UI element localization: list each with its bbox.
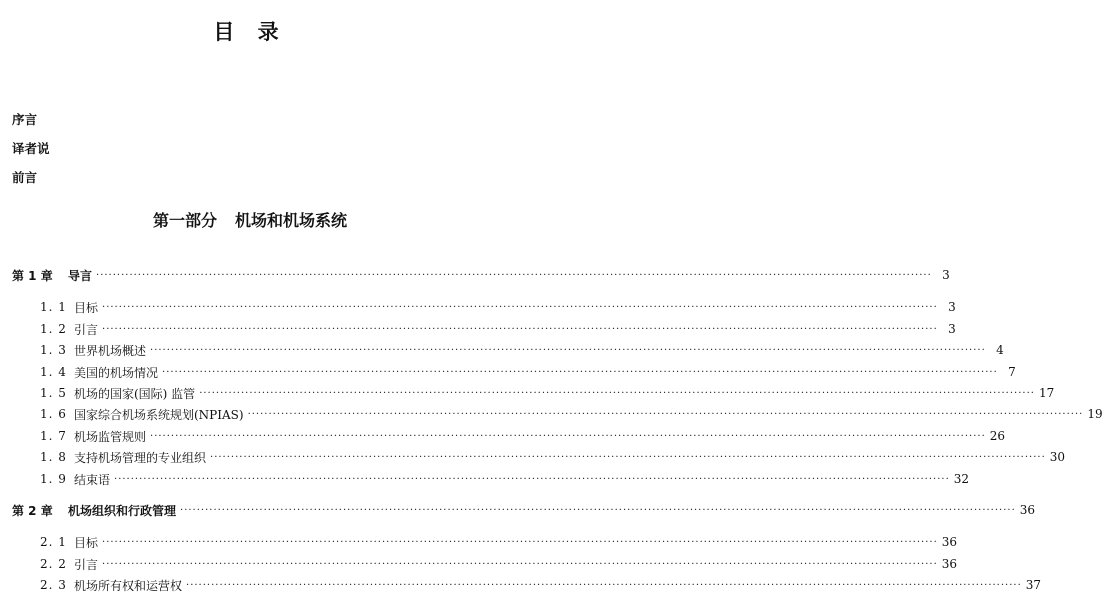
part-label: 第一部分: [152, 211, 217, 230]
page-number: 19: [1087, 407, 1103, 421]
section-number: 1. 3: [40, 343, 67, 357]
dot-leader: ········································································································································································································: [247, 408, 1084, 420]
toc-section: [0, 298, 956, 316]
dot-leader: ········································································································································································································: [102, 558, 938, 570]
page-number: 30: [1049, 450, 1066, 464]
section-number: 1. 5: [40, 386, 67, 400]
dot-leader: ········································································································································································································: [210, 451, 1046, 463]
toc-section: [0, 427, 1006, 445]
section-title: 机场监管规则: [74, 429, 147, 444]
section-number: 1. 8: [40, 450, 67, 464]
section-number: 2. 1: [40, 535, 67, 549]
page-number: 3: [948, 322, 956, 336]
chapter-number: 第 2 章: [12, 503, 53, 518]
toc-section: [0, 341, 1004, 359]
page-number: 26: [989, 429, 1006, 443]
dot-leader: ········································································································································································································: [162, 366, 998, 378]
toc-section: [0, 470, 970, 488]
dot-leader: ········································································································································································································: [96, 269, 932, 281]
page-number: 7: [1008, 365, 1016, 379]
toc-section: [0, 576, 1042, 594]
section-number: 1. 2: [40, 322, 67, 336]
toc-section: [0, 555, 958, 573]
section-number: 1. 9: [40, 472, 67, 486]
section-title: 国家综合机场系统规划(NPIAS): [74, 407, 244, 422]
page-number: 3: [948, 300, 956, 314]
part-heading: [0, 208, 500, 231]
part-name: 机场和机场系统: [235, 211, 348, 230]
page-number: 4: [996, 343, 1004, 357]
toc-section: [0, 363, 1016, 381]
section-number: 2. 2: [40, 557, 67, 571]
page-number: 36: [941, 535, 958, 549]
section-title: 机场所有权和运营权: [74, 578, 183, 593]
page-number: 36: [941, 557, 958, 571]
toc-section: [0, 384, 1055, 402]
section-title: 美国的机场情况: [74, 365, 159, 380]
page-number: 36: [1019, 503, 1036, 517]
section-title: 引言: [74, 322, 99, 337]
section-number: 2. 3: [40, 578, 67, 592]
dot-leader: ········································································································································································································: [180, 504, 1016, 516]
section-title: 目标: [74, 300, 99, 315]
dot-leader: ········································································································································································································: [150, 430, 986, 442]
toc-section: [0, 448, 1066, 466]
page-title: 目 录: [213, 20, 287, 44]
section-title: 世界机场概述: [74, 343, 147, 358]
section-title: 支持机场管理的专业组织: [74, 450, 207, 465]
section-title: 目标: [74, 535, 99, 550]
chapter-number: 第 1 章: [12, 268, 53, 283]
dot-leader: ········································································································································································································: [102, 301, 938, 313]
page-number: 37: [1025, 578, 1042, 592]
dot-leader: ········································································································································································································: [102, 323, 938, 335]
dot-leader: ········································································································································································································: [199, 387, 1035, 399]
page-number: 32: [953, 472, 970, 486]
page-number: 3: [942, 268, 950, 282]
dot-leader: ········································································································································································································: [114, 473, 950, 485]
dot-leader: ········································································································································································································: [102, 536, 938, 548]
page-number: 17: [1038, 386, 1055, 400]
front-matter-translator-note: 译者说: [12, 141, 50, 156]
chapter-title: 机场组织和行政管理: [68, 503, 177, 518]
toc-section: [0, 533, 958, 551]
section-number: 1. 6: [40, 407, 67, 421]
section-title: 结束语: [74, 472, 111, 487]
section-number: 1. 7: [40, 429, 67, 443]
front-matter-preface: 序言: [12, 112, 38, 127]
dot-leader: ········································································································································································································: [150, 344, 986, 356]
toc-chapter-2: [0, 501, 1036, 519]
dot-leader: ········································································································································································································: [186, 579, 1022, 591]
toc-chapter-1: [0, 266, 950, 284]
section-title: 引言: [74, 557, 99, 572]
section-title: 机场的国家(国际) 监管: [74, 386, 196, 401]
section-number: 1. 1: [40, 300, 67, 314]
chapter-title: 导言: [68, 268, 93, 283]
toc-section: [0, 320, 956, 338]
front-matter-foreword: 前言: [12, 170, 38, 185]
toc-section: [0, 405, 1103, 423]
section-number: 1. 4: [40, 365, 67, 379]
